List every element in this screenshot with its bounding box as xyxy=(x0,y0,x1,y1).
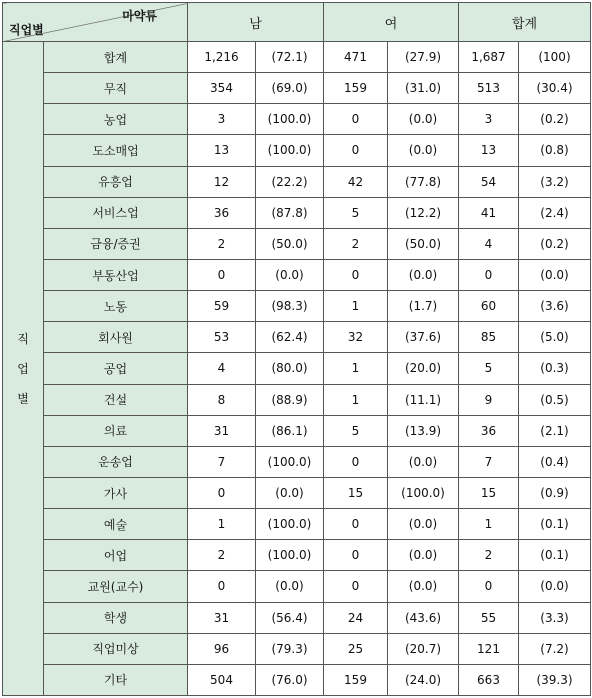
male-percent: (50.0) xyxy=(256,228,324,259)
group-label-char: 업 xyxy=(17,361,29,376)
male-percent: (0.0) xyxy=(256,259,324,290)
male-percent: (100.0) xyxy=(256,509,324,540)
total-percent: (0.5) xyxy=(519,384,591,415)
male-count: 0 xyxy=(188,259,256,290)
total-count: 54 xyxy=(459,166,519,197)
corner-top-label: 마약류 xyxy=(122,9,157,23)
male-percent: (0.0) xyxy=(256,477,324,508)
total-count: 0 xyxy=(459,571,519,602)
male-count: 3 xyxy=(188,104,256,135)
row-label: 도소매업 xyxy=(44,135,188,166)
total-percent: (3.6) xyxy=(519,291,591,322)
female-percent: (77.8) xyxy=(388,166,459,197)
male-percent: (56.4) xyxy=(256,602,324,633)
female-header: 여 xyxy=(324,3,459,42)
total-percent: (0.8) xyxy=(519,135,591,166)
table-row xyxy=(3,477,591,508)
female-percent: (27.9) xyxy=(388,42,459,73)
table-row xyxy=(3,197,591,228)
table-row xyxy=(3,664,591,695)
table-row xyxy=(3,384,591,415)
male-percent: (69.0) xyxy=(256,73,324,104)
male-count: 2 xyxy=(188,228,256,259)
female-count: 0 xyxy=(324,446,388,477)
female-percent: (0.0) xyxy=(388,135,459,166)
table-row xyxy=(3,509,591,540)
male-count: 7 xyxy=(188,446,256,477)
male-count: 8 xyxy=(188,384,256,415)
total-percent: (100) xyxy=(519,42,591,73)
female-count: 0 xyxy=(324,259,388,290)
female-percent: (100.0) xyxy=(388,477,459,508)
female-count: 471 xyxy=(324,42,388,73)
table-row xyxy=(3,166,591,197)
female-percent: (0.0) xyxy=(388,540,459,571)
total-count: 7 xyxy=(459,446,519,477)
total-count: 85 xyxy=(459,322,519,353)
total-percent: (0.0) xyxy=(519,259,591,290)
total-percent: (0.3) xyxy=(519,353,591,384)
male-percent: (0.0) xyxy=(256,571,324,602)
female-count: 1 xyxy=(324,353,388,384)
female-percent: (37.6) xyxy=(388,322,459,353)
female-percent: (20.0) xyxy=(388,353,459,384)
total-percent: (5.0) xyxy=(519,322,591,353)
row-label: 예술 xyxy=(44,509,188,540)
female-count: 0 xyxy=(324,509,388,540)
row-label: 가사 xyxy=(44,477,188,508)
table-row xyxy=(3,602,591,633)
total-percent: (2.4) xyxy=(519,197,591,228)
corner-bottom-label: 직업별 xyxy=(9,23,44,37)
female-percent: (0.0) xyxy=(388,104,459,135)
total-percent: (0.1) xyxy=(519,540,591,571)
male-count: 12 xyxy=(188,166,256,197)
male-count: 0 xyxy=(188,571,256,602)
female-count: 159 xyxy=(324,73,388,104)
female-percent: (20.7) xyxy=(388,633,459,664)
total-count: 4 xyxy=(459,228,519,259)
table-row xyxy=(3,633,591,664)
male-count: 53 xyxy=(188,322,256,353)
total-percent: (30.4) xyxy=(519,73,591,104)
male-percent: (87.8) xyxy=(256,197,324,228)
total-percent: (2.1) xyxy=(519,415,591,446)
female-count: 0 xyxy=(324,571,388,602)
female-percent: (11.1) xyxy=(388,384,459,415)
table-row xyxy=(3,259,591,290)
female-count: 0 xyxy=(324,135,388,166)
row-label: 금융/증권 xyxy=(44,228,188,259)
row-label: 운송업 xyxy=(44,446,188,477)
row-label: 노동 xyxy=(44,291,188,322)
row-label: 합계 xyxy=(44,42,188,73)
male-count: 504 xyxy=(188,664,256,695)
total-count: 5 xyxy=(459,353,519,384)
total-count: 9 xyxy=(459,384,519,415)
female-percent: (0.0) xyxy=(388,509,459,540)
male-percent: (100.0) xyxy=(256,540,324,571)
male-header: 남 xyxy=(188,3,324,42)
female-percent: (0.0) xyxy=(388,446,459,477)
male-count: 36 xyxy=(188,197,256,228)
female-count: 24 xyxy=(324,602,388,633)
male-percent: (88.9) xyxy=(256,384,324,415)
male-percent: (100.0) xyxy=(256,104,324,135)
male-percent: (80.0) xyxy=(256,353,324,384)
female-count: 1 xyxy=(324,384,388,415)
row-label: 교원(교수) xyxy=(44,571,188,602)
total-header: 합계 xyxy=(459,3,591,42)
total-count: 1,687 xyxy=(459,42,519,73)
row-label: 의료 xyxy=(44,415,188,446)
female-count: 159 xyxy=(324,664,388,695)
female-percent: (24.0) xyxy=(388,664,459,695)
table-row xyxy=(3,135,591,166)
row-label: 서비스업 xyxy=(44,197,188,228)
female-count: 5 xyxy=(324,197,388,228)
male-percent: (98.3) xyxy=(256,291,324,322)
total-percent: (0.0) xyxy=(519,571,591,602)
table-row xyxy=(3,104,591,135)
total-count: 3 xyxy=(459,104,519,135)
group-label xyxy=(3,42,44,696)
male-count: 31 xyxy=(188,602,256,633)
total-count: 15 xyxy=(459,477,519,508)
total-percent: (7.2) xyxy=(519,633,591,664)
row-label: 어업 xyxy=(44,540,188,571)
male-percent: (100.0) xyxy=(256,135,324,166)
total-count: 41 xyxy=(459,197,519,228)
total-count: 13 xyxy=(459,135,519,166)
total-count: 55 xyxy=(459,602,519,633)
total-count: 121 xyxy=(459,633,519,664)
total-count: 60 xyxy=(459,291,519,322)
row-label: 유흥업 xyxy=(44,166,188,197)
table-row xyxy=(3,446,591,477)
female-count: 2 xyxy=(324,228,388,259)
female-percent: (0.0) xyxy=(388,259,459,290)
male-count: 2 xyxy=(188,540,256,571)
table-row xyxy=(3,571,591,602)
row-label: 직업미상 xyxy=(44,633,188,664)
table-row xyxy=(3,291,591,322)
male-count: 31 xyxy=(188,415,256,446)
female-percent: (13.9) xyxy=(388,415,459,446)
row-label: 무직 xyxy=(44,73,188,104)
table-row xyxy=(3,353,591,384)
table-row xyxy=(3,228,591,259)
row-label: 회사원 xyxy=(44,322,188,353)
total-count: 663 xyxy=(459,664,519,695)
row-label: 부동산업 xyxy=(44,259,188,290)
female-count: 0 xyxy=(324,540,388,571)
row-label: 농업 xyxy=(44,104,188,135)
row-label: 공업 xyxy=(44,353,188,384)
total-count: 513 xyxy=(459,73,519,104)
table-row xyxy=(3,42,591,73)
total-count: 1 xyxy=(459,509,519,540)
total-count: 0 xyxy=(459,259,519,290)
total-count: 2 xyxy=(459,540,519,571)
female-percent: (1.7) xyxy=(388,291,459,322)
total-count: 36 xyxy=(459,415,519,446)
table-row xyxy=(3,540,591,571)
male-count: 96 xyxy=(188,633,256,664)
total-percent: (0.1) xyxy=(519,509,591,540)
male-count: 0 xyxy=(188,477,256,508)
total-percent: (0.4) xyxy=(519,446,591,477)
female-count: 15 xyxy=(324,477,388,508)
group-label-char: 별 xyxy=(17,391,29,406)
occupation-table xyxy=(2,2,591,696)
male-percent: (22.2) xyxy=(256,166,324,197)
male-percent: (62.4) xyxy=(256,322,324,353)
male-count: 354 xyxy=(188,73,256,104)
female-percent: (50.0) xyxy=(388,228,459,259)
female-count: 1 xyxy=(324,291,388,322)
female-count: 42 xyxy=(324,166,388,197)
male-percent: (76.0) xyxy=(256,664,324,695)
male-count: 59 xyxy=(188,291,256,322)
table-row xyxy=(3,415,591,446)
female-percent: (43.6) xyxy=(388,602,459,633)
table-body xyxy=(3,42,591,696)
female-count: 5 xyxy=(324,415,388,446)
female-percent: (12.2) xyxy=(388,197,459,228)
female-percent: (0.0) xyxy=(388,571,459,602)
total-percent: (0.2) xyxy=(519,228,591,259)
female-count: 32 xyxy=(324,322,388,353)
male-percent: (86.1) xyxy=(256,415,324,446)
total-percent: (0.9) xyxy=(519,477,591,508)
male-percent: (72.1) xyxy=(256,42,324,73)
male-count: 1,216 xyxy=(188,42,256,73)
table-row xyxy=(3,73,591,104)
male-count: 4 xyxy=(188,353,256,384)
group-label-char: 직 xyxy=(17,331,29,346)
male-percent: (100.0) xyxy=(256,446,324,477)
row-label: 학생 xyxy=(44,602,188,633)
total-percent: (3.2) xyxy=(519,166,591,197)
total-percent: (0.2) xyxy=(519,104,591,135)
male-count: 13 xyxy=(188,135,256,166)
table-row xyxy=(3,322,591,353)
male-percent: (79.3) xyxy=(256,633,324,664)
row-label: 건설 xyxy=(44,384,188,415)
female-count: 0 xyxy=(324,104,388,135)
female-percent: (31.0) xyxy=(388,73,459,104)
total-percent: (39.3) xyxy=(519,664,591,695)
row-label: 기타 xyxy=(44,664,188,695)
male-count: 1 xyxy=(188,509,256,540)
total-percent: (3.3) xyxy=(519,602,591,633)
corner-header xyxy=(3,3,188,42)
female-count: 25 xyxy=(324,633,388,664)
